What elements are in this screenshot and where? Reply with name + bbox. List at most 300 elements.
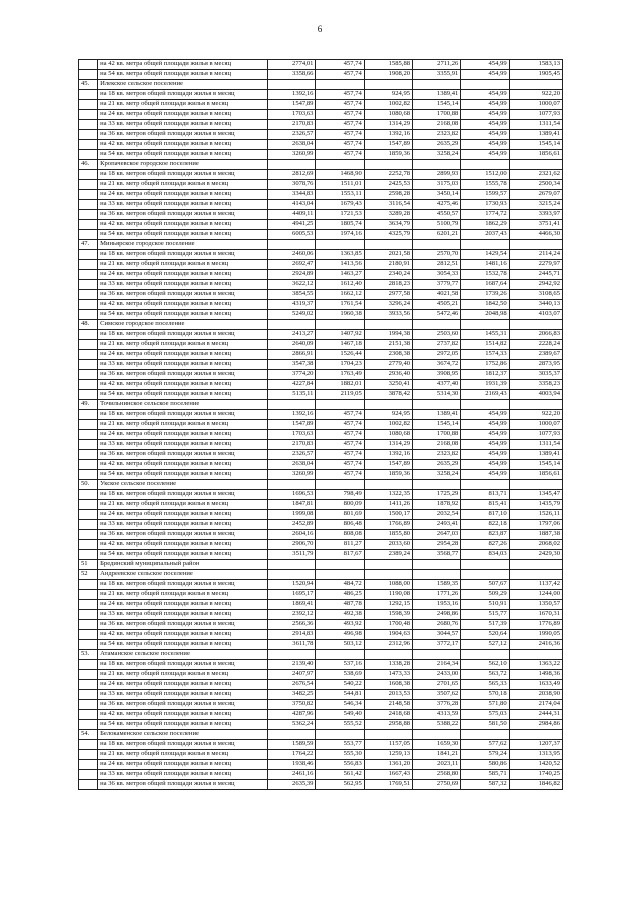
value-cell: 1311,54: [509, 120, 562, 130]
value-cell: 454,99: [461, 440, 509, 450]
value-cell: 1776,89: [509, 620, 562, 630]
description-cell: на 42 кв. метра общей площади жилья в месяц: [98, 460, 268, 470]
section-row: [79, 80, 563, 90]
section-row: [79, 560, 563, 570]
value-cell: 2340,24: [364, 270, 412, 280]
value-cell: 2750,69: [413, 780, 461, 790]
row-number-cell: [79, 530, 98, 540]
value-cell: 922,20: [509, 410, 562, 420]
table-row: [79, 550, 563, 560]
value-cell: 1703,63: [268, 430, 316, 440]
row-number-cell: [79, 290, 98, 300]
value-cell: 922,20: [509, 90, 562, 100]
value-cell: 1338,28: [364, 660, 412, 670]
section-title-cell: Белокаменское сельское поселение: [98, 730, 268, 740]
value-cell: 457,74: [316, 60, 364, 70]
value-cell: 6201,21: [413, 230, 461, 240]
value-cell: 457,74: [316, 70, 364, 80]
value-cell: [413, 480, 461, 490]
value-cell: 1999,08: [268, 510, 316, 520]
value-cell: 1764,22: [268, 750, 316, 760]
value-cell: [268, 650, 316, 660]
section-title-cell: Кропачевское городское поселение: [98, 160, 268, 170]
value-cell: 2711,26: [413, 60, 461, 70]
value-cell: 2568,80: [413, 770, 461, 780]
table-row: [79, 670, 563, 680]
value-cell: 1473,33: [364, 670, 412, 680]
section-title-cell: Атаманское сельское поселение: [98, 650, 268, 660]
value-cell: 3393,97: [509, 210, 562, 220]
row-number-cell: [79, 550, 98, 560]
value-cell: 3634,79: [364, 220, 412, 230]
value-cell: [316, 560, 364, 570]
value-cell: [316, 80, 364, 90]
description-cell: на 54 кв. метра общей площади жилья в месяц: [98, 230, 268, 240]
value-cell: 5388,22: [413, 720, 461, 730]
value-cell: 2701,65: [413, 680, 461, 690]
value-cell: 2737,82: [413, 340, 461, 350]
table-row: [79, 410, 563, 420]
value-cell: 1583,13: [509, 60, 562, 70]
value-cell: 538,69: [316, 670, 364, 680]
description-cell: на 42 кв. метра общей площади жилья в месяц: [98, 630, 268, 640]
table-row: [79, 90, 563, 100]
value-cell: 2679,07: [509, 190, 562, 200]
value-cell: [316, 730, 364, 740]
description-cell: на 36 кв. метров общей площади жилья в месяц: [98, 530, 268, 540]
row-number-cell: [79, 380, 98, 390]
description-cell: на 21 кв. метр общей площади жилья в месяц: [98, 590, 268, 600]
value-cell: [316, 160, 364, 170]
value-cell: 2170,83: [268, 120, 316, 130]
value-cell: 1361,20: [364, 760, 412, 770]
table-row: [79, 770, 563, 780]
value-cell: 4003,94: [509, 390, 562, 400]
row-number-cell: [79, 130, 98, 140]
row-number-cell: [79, 490, 98, 500]
table-row: [79, 460, 563, 470]
value-cell: 1931,39: [461, 380, 509, 390]
row-number-cell: 52: [79, 570, 98, 580]
value-cell: 457,74: [316, 460, 364, 470]
description-cell: на 33 кв. метра общей площади жилья в месяц: [98, 770, 268, 780]
section-title-cell: Андреевское сельское поселение: [98, 570, 268, 580]
value-cell: 3568,77: [413, 550, 461, 560]
row-number-cell: [79, 190, 98, 200]
value-cell: [509, 160, 562, 170]
section-title-cell: Точильнинское сельское поселение: [98, 400, 268, 410]
value-cell: 1855,80: [364, 530, 412, 540]
table-row: [79, 510, 563, 520]
table-row: [79, 710, 563, 720]
value-cell: 2308,38: [364, 350, 412, 360]
value-cell: 3250,41: [364, 380, 412, 390]
value-cell: 3776,28: [413, 700, 461, 710]
description-cell: на 42 кв. метра общей площади жилья в месяц: [98, 300, 268, 310]
description-cell: на 42 кв. метра общей площади жилья в месяц: [98, 540, 268, 550]
value-cell: 1511,01: [316, 180, 364, 190]
table-row: [79, 500, 563, 510]
value-cell: 1512,00: [461, 170, 509, 180]
value-cell: 4466,30: [509, 230, 562, 240]
row-number-cell: [79, 690, 98, 700]
value-cell: [364, 480, 412, 490]
value-cell: 1545,14: [509, 460, 562, 470]
description-cell: на 54 кв. метра общей площади жилья в месяц: [98, 640, 268, 650]
value-cell: 2444,31: [509, 710, 562, 720]
value-cell: [316, 240, 364, 250]
value-cell: 3358,23: [509, 380, 562, 390]
value-cell: 457,74: [316, 140, 364, 150]
section-row: [79, 650, 563, 660]
value-cell: [316, 400, 364, 410]
value-cell: [461, 650, 509, 660]
value-cell: [509, 240, 562, 250]
value-cell: 4103,07: [509, 310, 562, 320]
table-row: [79, 700, 563, 710]
value-cell: 517,39: [461, 620, 509, 630]
value-cell: 1345,47: [509, 490, 562, 500]
table-row: [79, 340, 563, 350]
value-cell: 1908,20: [364, 70, 412, 80]
description-cell: на 24 кв. метра общей площади жилья в месяц: [98, 760, 268, 770]
value-cell: 457,74: [316, 110, 364, 120]
value-cell: 3289,28: [364, 210, 412, 220]
value-cell: 1740,25: [509, 770, 562, 780]
row-number-cell: [79, 390, 98, 400]
row-number-cell: [79, 230, 98, 240]
table-row: [79, 190, 563, 200]
value-cell: 493,92: [316, 620, 364, 630]
value-cell: 454,99: [461, 460, 509, 470]
row-number-cell: [79, 170, 98, 180]
value-cell: 1667,43: [364, 770, 412, 780]
description-cell: на 33 кв. метра общей площади жилья в месяц: [98, 280, 268, 290]
value-cell: 454,99: [461, 450, 509, 460]
description-cell: на 36 кв. метров общей площади жилья в месяц: [98, 620, 268, 630]
value-cell: [413, 730, 461, 740]
value-cell: 5314,30: [413, 390, 461, 400]
value-cell: 2503,60: [413, 330, 461, 340]
value-cell: 2598,28: [364, 190, 412, 200]
value-cell: 3750,82: [268, 700, 316, 710]
value-cell: 1805,74: [316, 220, 364, 230]
value-cell: 1598,39: [364, 610, 412, 620]
description-cell: на 24 кв. метра общей площади жилья в месяц: [98, 190, 268, 200]
value-cell: 3854,55: [268, 290, 316, 300]
table-row: [79, 610, 563, 620]
section-row: [79, 400, 563, 410]
value-cell: [316, 650, 364, 660]
value-cell: 2774,01: [268, 60, 316, 70]
value-cell: 1000,07: [509, 420, 562, 430]
table-row: [79, 690, 563, 700]
value-cell: 1585,88: [364, 60, 412, 70]
value-cell: 2048,98: [461, 310, 509, 320]
value-cell: [364, 570, 412, 580]
table-row: [79, 390, 563, 400]
value-cell: 1259,13: [364, 750, 412, 760]
value-cell: 2812,69: [268, 170, 316, 180]
value-cell: 4287,96: [268, 710, 316, 720]
row-number-cell: [79, 720, 98, 730]
row-number-cell: [79, 210, 98, 220]
value-cell: 1766,89: [364, 520, 412, 530]
value-cell: 579,24: [461, 750, 509, 760]
value-cell: [364, 560, 412, 570]
value-cell: 1679,43: [316, 200, 364, 210]
section-title-cell: Симское городское поселение: [98, 320, 268, 330]
value-cell: 1841,21: [413, 750, 461, 760]
value-cell: 2033,60: [364, 540, 412, 550]
value-cell: 454,99: [461, 60, 509, 70]
value-cell: 1389,41: [509, 450, 562, 460]
value-cell: 1407,92: [316, 330, 364, 340]
row-number-cell: [79, 750, 98, 760]
row-number-cell: [79, 630, 98, 640]
value-cell: 5249,02: [268, 310, 316, 320]
table-row: [79, 380, 563, 390]
value-cell: 2168,08: [413, 440, 461, 450]
table-row: [79, 60, 563, 70]
row-number-cell: [79, 120, 98, 130]
value-cell: [268, 160, 316, 170]
table-row: [79, 130, 563, 140]
value-cell: 3547,38: [268, 360, 316, 370]
value-cell: 3260,99: [268, 470, 316, 480]
table-row: [79, 100, 563, 110]
value-cell: 1761,54: [316, 300, 364, 310]
description-cell: на 36 кв. метров общей площади жилья в месяц: [98, 370, 268, 380]
value-cell: 457,74: [316, 410, 364, 420]
value-cell: 1763,49: [316, 370, 364, 380]
value-cell: 1555,78: [461, 180, 509, 190]
row-number-cell: [79, 430, 98, 440]
value-cell: 1411,26: [364, 500, 412, 510]
value-cell: 1392,16: [268, 410, 316, 420]
section-title-cell: Миньярское городское поселение: [98, 240, 268, 250]
value-cell: 3450,14: [413, 190, 461, 200]
value-cell: 1938,46: [268, 760, 316, 770]
value-cell: 5472,46: [413, 310, 461, 320]
value-cell: 2635,39: [268, 780, 316, 790]
value-cell: 1904,63: [364, 630, 412, 640]
value-cell: 817,10: [461, 510, 509, 520]
value-cell: 1311,54: [509, 440, 562, 450]
value-cell: 454,99: [461, 130, 509, 140]
value-cell: 1700,48: [364, 620, 412, 630]
value-cell: 2498,86: [413, 610, 461, 620]
row-number-cell: [79, 510, 98, 520]
value-cell: 1869,41: [268, 600, 316, 610]
row-number-cell: [79, 620, 98, 630]
description-cell: на 54 кв. метра общей площади жилья в месяц: [98, 720, 268, 730]
value-cell: 1545,14: [413, 420, 461, 430]
value-cell: 2647,03: [413, 530, 461, 540]
value-cell: 3511,79: [268, 550, 316, 560]
table-row: [79, 250, 563, 260]
row-number-cell: [79, 310, 98, 320]
value-cell: 817,67: [316, 550, 364, 560]
value-cell: 2326,57: [268, 130, 316, 140]
value-cell: 457,74: [316, 430, 364, 440]
value-cell: 3482,25: [268, 690, 316, 700]
row-number-cell: [79, 100, 98, 110]
value-cell: 2151,38: [364, 340, 412, 350]
row-number-cell: [79, 470, 98, 480]
value-cell: 1190,08: [364, 590, 412, 600]
value-cell: 2638,04: [268, 460, 316, 470]
value-cell: 4505,21: [413, 300, 461, 310]
value-cell: 3054,33: [413, 270, 461, 280]
value-cell: 2914,83: [268, 630, 316, 640]
value-cell: 1670,31: [509, 610, 562, 620]
value-cell: 1659,30: [413, 740, 461, 750]
value-cell: 2984,86: [509, 720, 562, 730]
value-cell: 3774,20: [268, 370, 316, 380]
value-cell: 537,16: [316, 660, 364, 670]
value-cell: [509, 730, 562, 740]
table-row: [79, 110, 563, 120]
value-cell: 454,99: [461, 120, 509, 130]
table-row: [79, 200, 563, 210]
value-cell: 4325,79: [364, 230, 412, 240]
description-cell: на 18 кв. метров общей площади жилья в месяц: [98, 580, 268, 590]
value-cell: 1774,72: [461, 210, 509, 220]
description-cell: на 21 кв. метр общей площади жилья в месяц: [98, 260, 268, 270]
value-cell: [364, 730, 412, 740]
value-cell: 1856,61: [509, 150, 562, 160]
description-cell: на 33 кв. метра общей площади жилья в месяц: [98, 360, 268, 370]
value-cell: 454,99: [461, 420, 509, 430]
value-cell: 2139,40: [268, 660, 316, 670]
table-row: [79, 220, 563, 230]
table-row: [79, 420, 563, 430]
table-row: [79, 150, 563, 160]
value-cell: 2425,53: [364, 180, 412, 190]
row-number-cell: [79, 140, 98, 150]
table-row: [79, 170, 563, 180]
value-cell: 3611,78: [268, 640, 316, 650]
value-cell: 3108,65: [509, 290, 562, 300]
value-cell: 486,25: [316, 590, 364, 600]
value-cell: 2407,97: [268, 670, 316, 680]
value-cell: 2038,90: [509, 690, 562, 700]
row-number-cell: [79, 580, 98, 590]
value-cell: 1599,57: [461, 190, 509, 200]
value-cell: 808,08: [316, 530, 364, 540]
value-cell: 1812,37: [461, 370, 509, 380]
value-cell: 6005,53: [268, 230, 316, 240]
description-cell: на 36 кв. метров общей площади жилья в месяц: [98, 290, 268, 300]
value-cell: 2460,06: [268, 250, 316, 260]
value-cell: 1547,89: [268, 420, 316, 430]
value-cell: 2638,04: [268, 140, 316, 150]
value-cell: 1207,37: [509, 740, 562, 750]
value-cell: 2416,36: [509, 640, 562, 650]
description-cell: на 24 кв. метра общей площади жилья в месяц: [98, 430, 268, 440]
value-cell: 4319,37: [268, 300, 316, 310]
description-cell: на 21 кв. метр общей площади жилья в месяц: [98, 340, 268, 350]
table-row: [79, 630, 563, 640]
tariff-table: [78, 59, 563, 790]
table-row: [79, 330, 563, 340]
value-cell: 1859,36: [364, 470, 412, 480]
row-number-cell: [79, 600, 98, 610]
value-cell: 1703,63: [268, 110, 316, 120]
value-cell: 563,72: [461, 670, 509, 680]
row-number-cell: 46.: [79, 160, 98, 170]
value-cell: 2413,27: [268, 330, 316, 340]
value-cell: 4275,46: [413, 200, 461, 210]
value-cell: 1392,16: [364, 130, 412, 140]
description-cell: на 24 кв. метра общей площади жилья в месяц: [98, 600, 268, 610]
value-cell: 2452,89: [268, 520, 316, 530]
row-number-cell: 48.: [79, 320, 98, 330]
value-cell: 1077,93: [509, 110, 562, 120]
value-cell: [509, 570, 562, 580]
value-cell: 3344,83: [268, 190, 316, 200]
table-row: [79, 720, 563, 730]
value-cell: 2323,82: [413, 130, 461, 140]
row-number-cell: [79, 270, 98, 280]
value-cell: 1000,07: [509, 100, 562, 110]
description-cell: на 54 кв. метра общей площади жилья в месяц: [98, 150, 268, 160]
value-cell: 484,72: [316, 580, 364, 590]
value-cell: 1547,89: [364, 140, 412, 150]
description-cell: на 42 кв. метра общей площади жилья в месяц: [98, 380, 268, 390]
table-row: [79, 620, 563, 630]
value-cell: 1429,54: [461, 250, 509, 260]
value-cell: 2389,67: [509, 350, 562, 360]
value-cell: 1608,38: [364, 680, 412, 690]
table-row: [79, 370, 563, 380]
description-cell: на 21 кв. метр общей площади жилья в месяц: [98, 500, 268, 510]
value-cell: 1545,14: [413, 100, 461, 110]
value-cell: 2323,82: [413, 450, 461, 460]
value-cell: 2899,93: [413, 170, 461, 180]
value-cell: 585,71: [461, 770, 509, 780]
value-cell: 2037,43: [461, 230, 509, 240]
value-cell: 1633,49: [509, 680, 562, 690]
value-cell: 457,74: [316, 450, 364, 460]
value-cell: 3908,95: [413, 370, 461, 380]
description-cell: на 18 кв. метров общей площади жилья в месяц: [98, 330, 268, 340]
value-cell: 1696,53: [268, 490, 316, 500]
value-cell: 1771,26: [413, 590, 461, 600]
row-number-cell: [79, 610, 98, 620]
description-cell: на 36 кв. метров общей площади жилья в месяц: [98, 450, 268, 460]
value-cell: 3175,03: [413, 180, 461, 190]
value-cell: [413, 240, 461, 250]
description-cell: на 18 кв. метров общей площади жилья в месяц: [98, 170, 268, 180]
description-cell: на 24 кв. метра общей площади жилья в месяц: [98, 110, 268, 120]
row-number-cell: [79, 770, 98, 780]
description-cell: на 21 кв. метр общей площади жилья в месяц: [98, 100, 268, 110]
section-title-cell: Илекское сельское поселение: [98, 80, 268, 90]
value-cell: 520,64: [461, 630, 509, 640]
value-cell: [316, 480, 364, 490]
value-cell: [268, 730, 316, 740]
table-row: [79, 180, 563, 190]
value-cell: 507,67: [461, 580, 509, 590]
value-cell: 1392,16: [364, 450, 412, 460]
table-row: [79, 680, 563, 690]
value-cell: 2312,96: [364, 640, 412, 650]
value-cell: 1953,16: [413, 600, 461, 610]
value-cell: 2114,24: [509, 250, 562, 260]
description-cell: на 18 кв. метров общей площади жилья в месяц: [98, 490, 268, 500]
